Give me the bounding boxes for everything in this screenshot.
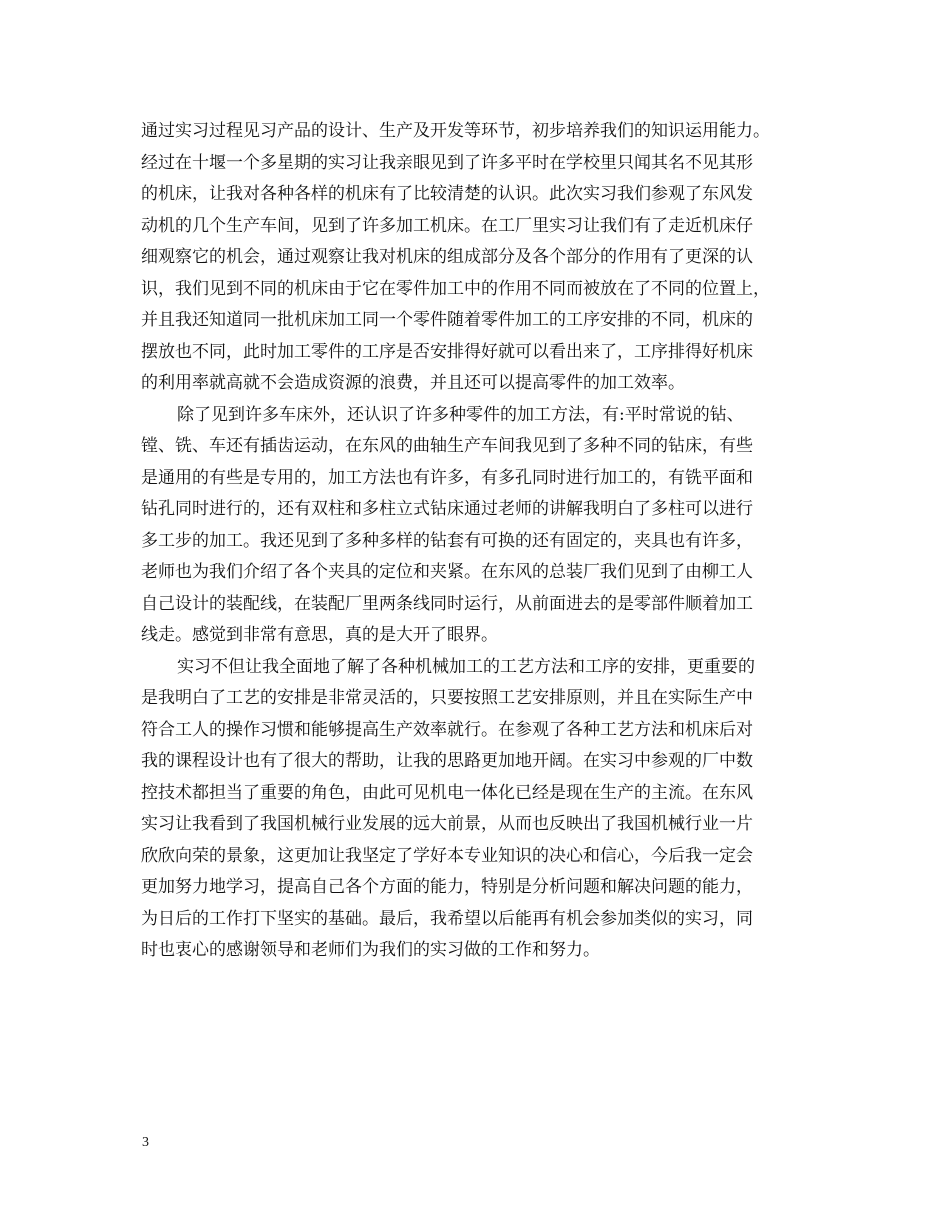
- text-line: 镗、铣、车还有插齿运动，在东风的曲轴生产车间我见到了多种不同的钻床，有些: [141, 436, 753, 456]
- text-line: 细观察它的机会，通过观察让我对机床的组成部分及各个部分的作用有了更深的认: [141, 247, 753, 267]
- text-line: 为日后的工作打下坚实的基础。最后，我希望以后能再有机会参加类似的实习，同: [141, 908, 753, 929]
- paragraph: [141, 116, 841, 400]
- paragraph: [141, 400, 841, 652]
- text-line: 通过实习过程见习产品的设计、生产及开发等环节，初步培养我们的知识运用能力。: [141, 121, 770, 141]
- text-line: 是通用的有些是专用的，加工方法也有许多，有多孔同时进行加工的，有铣平面和: [141, 467, 753, 488]
- text-line: 经过在十堰一个多星期的实习让我亲眼见到了许多平时在学校里只闻其名不见其形: [141, 152, 753, 173]
- text-line: 多工步的加工。我还见到了多种多样的钻套有可换的还有固定的，夹具也有许多，: [141, 530, 753, 551]
- text-line: 并且我还知道同一批机床加工同一个零件随着零件加工的工序安排的不同，机床的: [141, 310, 753, 330]
- text-line: 实习让我看到了我国机械行业发展的远大前景，从而也反映出了我国机械行业一片: [141, 814, 753, 834]
- text-line: 欣欣向荣的景象，这更加让我坚定了学好本专业知识的决心和信心，今后我一定会: [141, 845, 753, 866]
- text-line: 的机床，让我对各种各样的机床有了比较清楚的认识。此次实习我们参观了东风发: [141, 184, 753, 204]
- paragraph: [141, 652, 841, 967]
- page-number: 3: [142, 1135, 149, 1150]
- text-line: 我的课程设计也有了很大的帮助，让我的思路更加地开阔。在实习中参观的厂中数: [141, 751, 753, 771]
- text-line: 时也衷心的感谢领导和老师们为我们的实习做的工作和努力。: [141, 940, 600, 960]
- text-line: 控技术都担当了重要的角色，由此可见机电一体化已经是现在生产的主流。在东风: [141, 782, 753, 803]
- text-line: 识，我们见到不同的机床由于它在零件加工中的作用不同而被放在了不同的位置上，: [141, 278, 770, 299]
- document-body: [141, 116, 841, 967]
- text-line: 钻孔同时进行的，还有双柱和多柱立式钻床通过老师的讲解我明白了多柱可以进行: [141, 499, 753, 519]
- text-line: 更加努力地学习，提高自己各个方面的能力，特别是分析问题和解决问题的能力，: [141, 877, 753, 897]
- text-line: 线走。感觉到非常有意思，真的是大开了眼界。: [141, 625, 498, 645]
- text-line: 摆放也不同，此时加工零件的工序是否安排得好就可以看出来了，工序排得好机床: [141, 341, 753, 362]
- text-line: 的利用率就高就不会造成资源的浪费，并且还可以提高零件的加工效率。: [141, 373, 685, 393]
- text-line: 老师也为我们介绍了各个夹具的定位和夹紧。在东风的总装厂我们见到了由柳工人: [141, 562, 753, 582]
- text-line: 除了见到许多车床外，还认识了许多种零件的加工方法，有:平时常说的钻、: [177, 404, 744, 425]
- text-line: 实习不但让我全面地了解了各种机械加工的工艺方法和工序的安排，更重要的: [177, 656, 755, 677]
- text-line: 是我明白了工艺的安排是非常灵活的，只要按照工艺安排原则，并且在实际生产中: [141, 688, 753, 708]
- text-line: 符合工人的操作习惯和能够提高生产效率就行。在参观了各种工艺方法和机床后对: [141, 719, 753, 740]
- text-line: 自己设计的装配线，在装配厂里两条线同时运行，从前面进去的是零部件顺着加工: [141, 593, 753, 614]
- text-line: 动机的几个生产车间，见到了许多加工机床。在工厂里实习让我们有了走近机床仔: [141, 215, 753, 236]
